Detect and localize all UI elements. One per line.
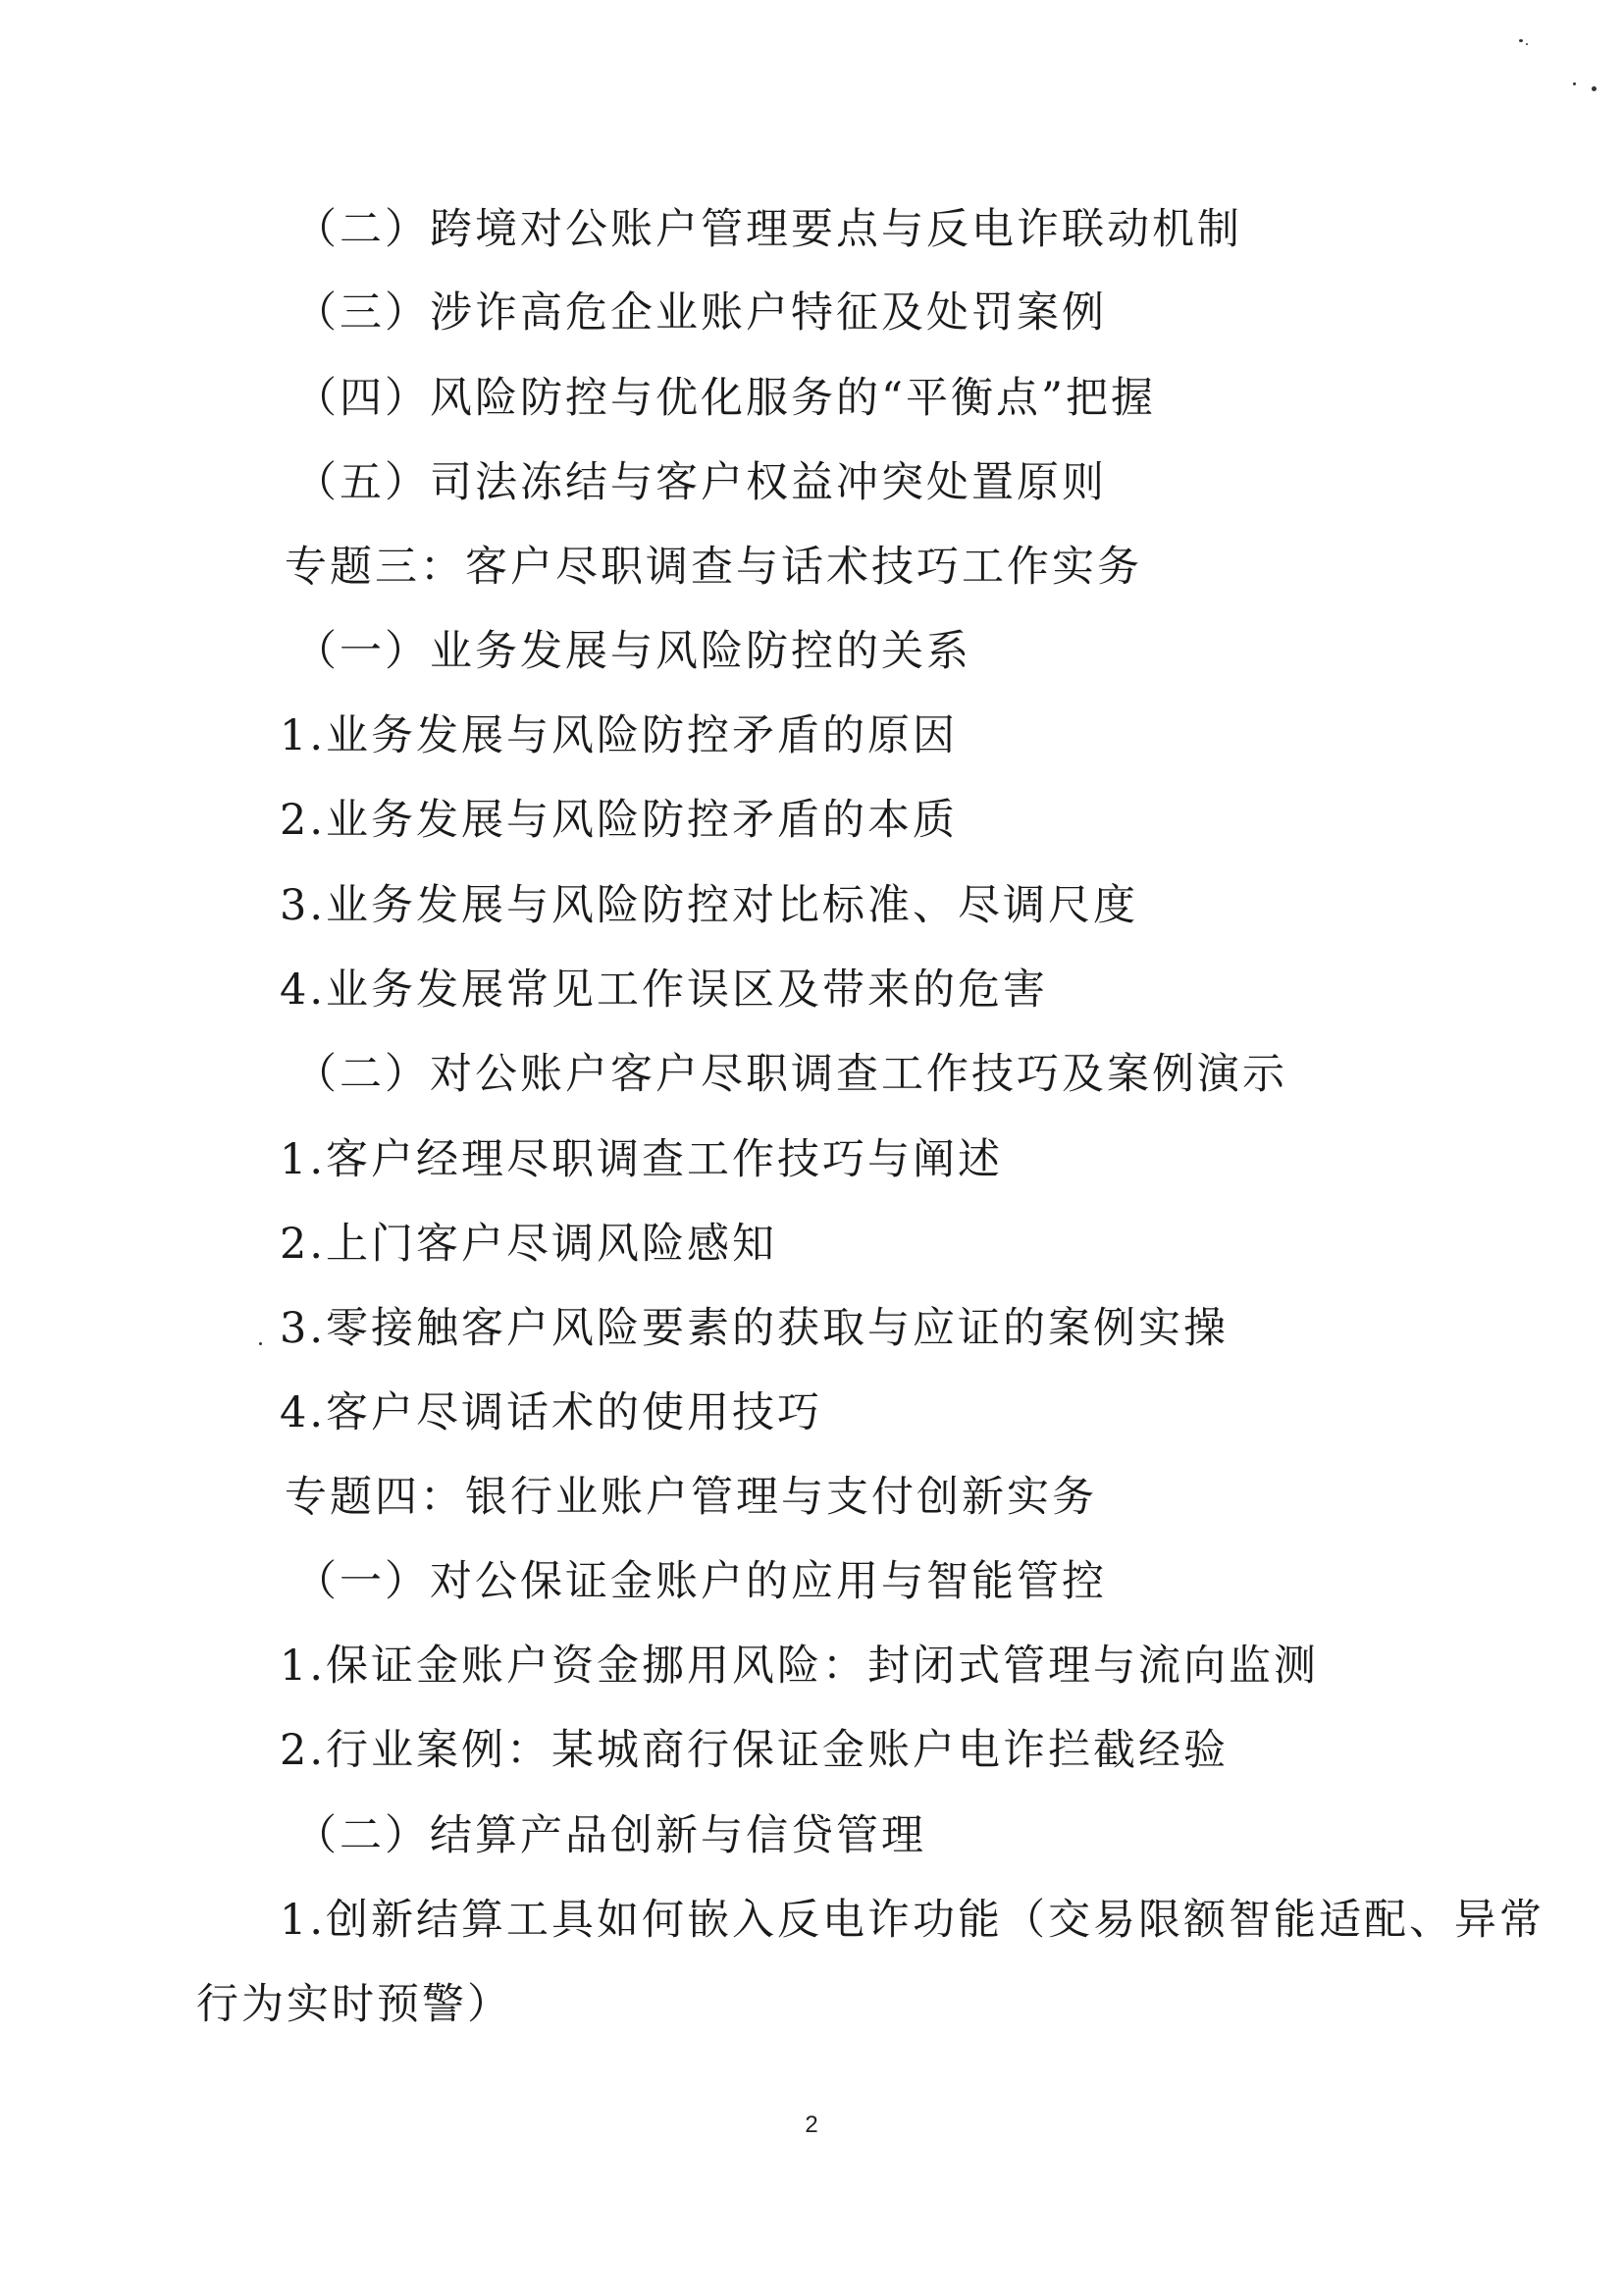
heading-high-risk-accounts: （三）涉诈高危企业账户特征及处罚案例 [294,288,1107,338]
list-item: 2.行业案例：某城商行保证金账户电诈拦截经验 [280,1726,1230,1775]
list-item: 4.客户尽调话术的使用技巧 [280,1388,823,1437]
list-item: 1.创新结算工具如何嵌入反电诈功能（交易限额智能适配、异常 [280,1896,1545,1945]
list-item: 2.上门客户尽调风险感知 [280,1220,778,1269]
scan-speck [1519,39,1523,42]
list-item: 1.业务发展与风险防控矛盾的原因 [280,711,959,760]
list-item: 4.业务发展常见工作误区及带来的危害 [280,965,1049,1015]
list-item-continuation: 行为实时预警） [196,1980,512,2029]
list-item: 3.业务发展与风险防控对比标准、尽调尺度 [280,881,1139,930]
page-number: 2 [805,2112,818,2138]
list-item: 1.保证金账户资金挪用风险：封闭式管理与流向监测 [280,1642,1320,1691]
subheading-deposit-accounts: （一）对公保证金账户的应用与智能管控 [294,1557,1107,1606]
heading-cross-border-accounts: （二）跨境对公账户管理要点与反电诈联动机制 [294,205,1242,254]
subheading-business-risk-relation: （一）业务发展与风险防控的关系 [294,627,971,676]
list-item: 3.零接触客户风险要素的获取与应证的案例实操 [280,1304,1230,1353]
heading-balance-point: （四）风险防控与优化服务的“平衡点”把握 [294,374,1156,423]
scan-speck [259,1342,262,1345]
list-item: 2.业务发展与风险防控矛盾的本质 [280,796,959,845]
subheading-settlement-innovation: （二）结算产品创新与信贷管理 [294,1811,926,1860]
scan-speck [1526,43,1528,45]
scan-speck [1592,86,1597,91]
topic-four-title: 专题四：银行业账户管理与支付创新实务 [285,1473,1097,1522]
list-item: 1.客户经理尽职调查工作技巧与阐述 [280,1135,1004,1184]
topic-three-title: 专题三：客户尽职调查与话术技巧工作实务 [285,543,1142,592]
scan-speck [1573,82,1576,85]
heading-judicial-freeze: （五）司法冻结与客户权益冲突处置原则 [294,458,1107,507]
subheading-due-diligence-skills: （二）对公账户客户尽职调查工作技巧及案例演示 [294,1050,1287,1099]
